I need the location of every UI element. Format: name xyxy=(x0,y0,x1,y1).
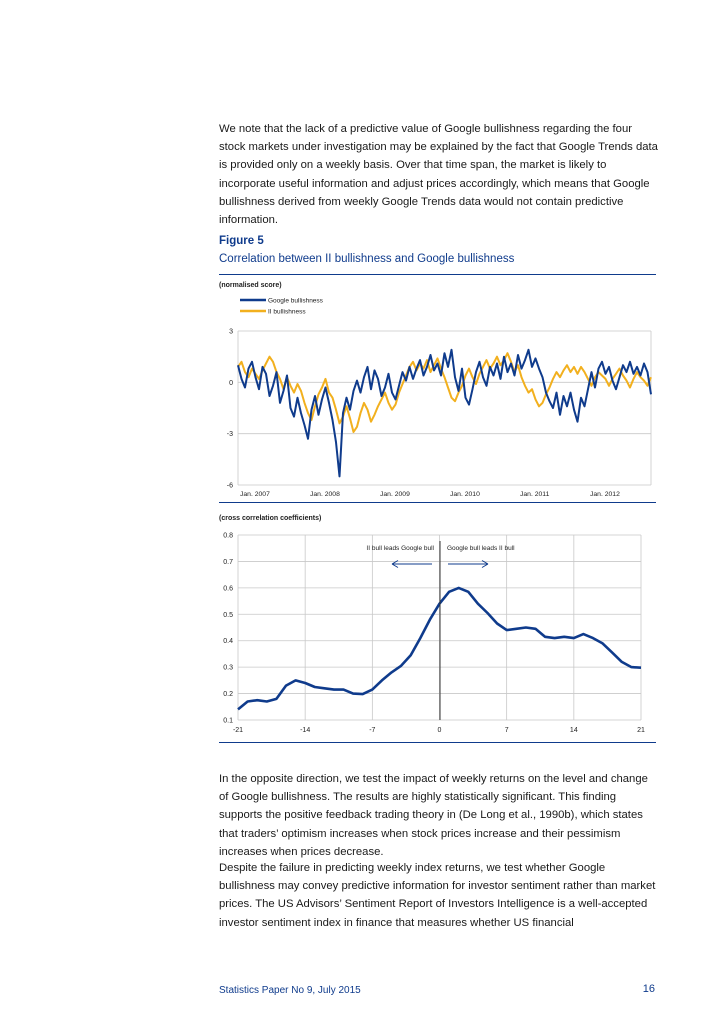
page-number: 16 xyxy=(642,983,655,995)
chart1-xtick-label: Jan. 2007 xyxy=(240,491,270,498)
chart2-ytick-label: 0.1 xyxy=(223,717,233,725)
chart2-xtick-label: 0 xyxy=(437,727,442,734)
chart2-ytick-label: 0.8 xyxy=(223,532,233,540)
chart2-unit-label: (cross correlation coefficients) xyxy=(219,515,322,522)
chart2-ytick-label: 0.5 xyxy=(223,611,233,619)
figure-bottom-rule xyxy=(219,742,656,743)
paragraph-1: We note that the lack of a predictive value of Google bullishness regarding the four stock markets under investigation may be explained by the fact that Google Trends data is provided only on a weekly basis. Over that time span, the market is likely to incorporate useful information and adjust prices accordingly, which means that Google bullishness derived from weekly Google Trends data would not contain predictive information. xyxy=(219,123,658,227)
chart2-xtick-label: 14 xyxy=(569,727,578,734)
chart1-xtick-label: Jan. 2009 xyxy=(380,491,410,498)
chart2-xtick-label: -7 xyxy=(369,727,376,734)
chart2-xtick-label: -21 xyxy=(232,727,244,734)
chart1-xtick-label: Jan. 2012 xyxy=(590,491,620,498)
chart2-xtick-label: 7 xyxy=(504,727,509,734)
chart2-ytick-label: 0.2 xyxy=(223,691,233,699)
legend-ii-label: II bullishness xyxy=(268,308,306,316)
chart1-xtick-label: Jan. 2010 xyxy=(450,491,480,498)
chart2-xtick-label: -14 xyxy=(300,727,311,734)
chart2-ytick-label: 0.7 xyxy=(223,558,233,566)
chart1-xtick-label: Jan. 2008 xyxy=(310,491,340,498)
footer-publication: Statistics Paper No 9, July 2015 xyxy=(219,985,361,996)
chart1-ytick-label: 3 xyxy=(229,328,233,336)
paragraph-2: In the opposite direction, we test the impact of weekly returns on the level and change of Google bullishness. The results are highly statistically significant. This finding supports the positive feedback trading theory in (De Long et al., 1990b), which states that traders’ optimism increases when stock prices increase and their pessimism increases when prices decrease. xyxy=(219,773,648,858)
chart1-xtick-label: Jan. 2011 xyxy=(520,491,550,498)
figure-title: Correlation between II bullishness and Google bullishness xyxy=(219,253,515,265)
chart1-ytick-label: -6 xyxy=(226,482,233,490)
chart2-xtick-label: 21 xyxy=(637,727,645,734)
annotation-left: II bull leads Google bull xyxy=(366,545,434,552)
chart2-ytick-label: 0.4 xyxy=(223,638,233,646)
paragraph-3: Despite the failure in predicting weekly index returns, we test whether Google bullishness may convey predictive information for investor sentiment rather than market prices. The US Advisors’ Sentiment Report of Investors Intelligence is a well-accepted investor sentiment index in finance that measures whether US financial xyxy=(219,862,656,929)
figure-label: Figure 5 xyxy=(219,235,264,247)
chart1-unit-label: (normalised score) xyxy=(219,282,282,289)
chart1-ytick-label: 0 xyxy=(229,379,233,387)
chart1-ytick-label: -3 xyxy=(226,431,233,439)
chart2-ytick-label: 0.6 xyxy=(223,585,233,593)
legend-google-label: Google bullishness xyxy=(268,297,323,305)
annotation-right: Google bull leads II bull xyxy=(447,545,515,552)
chart2-ytick-label: 0.3 xyxy=(223,664,233,672)
